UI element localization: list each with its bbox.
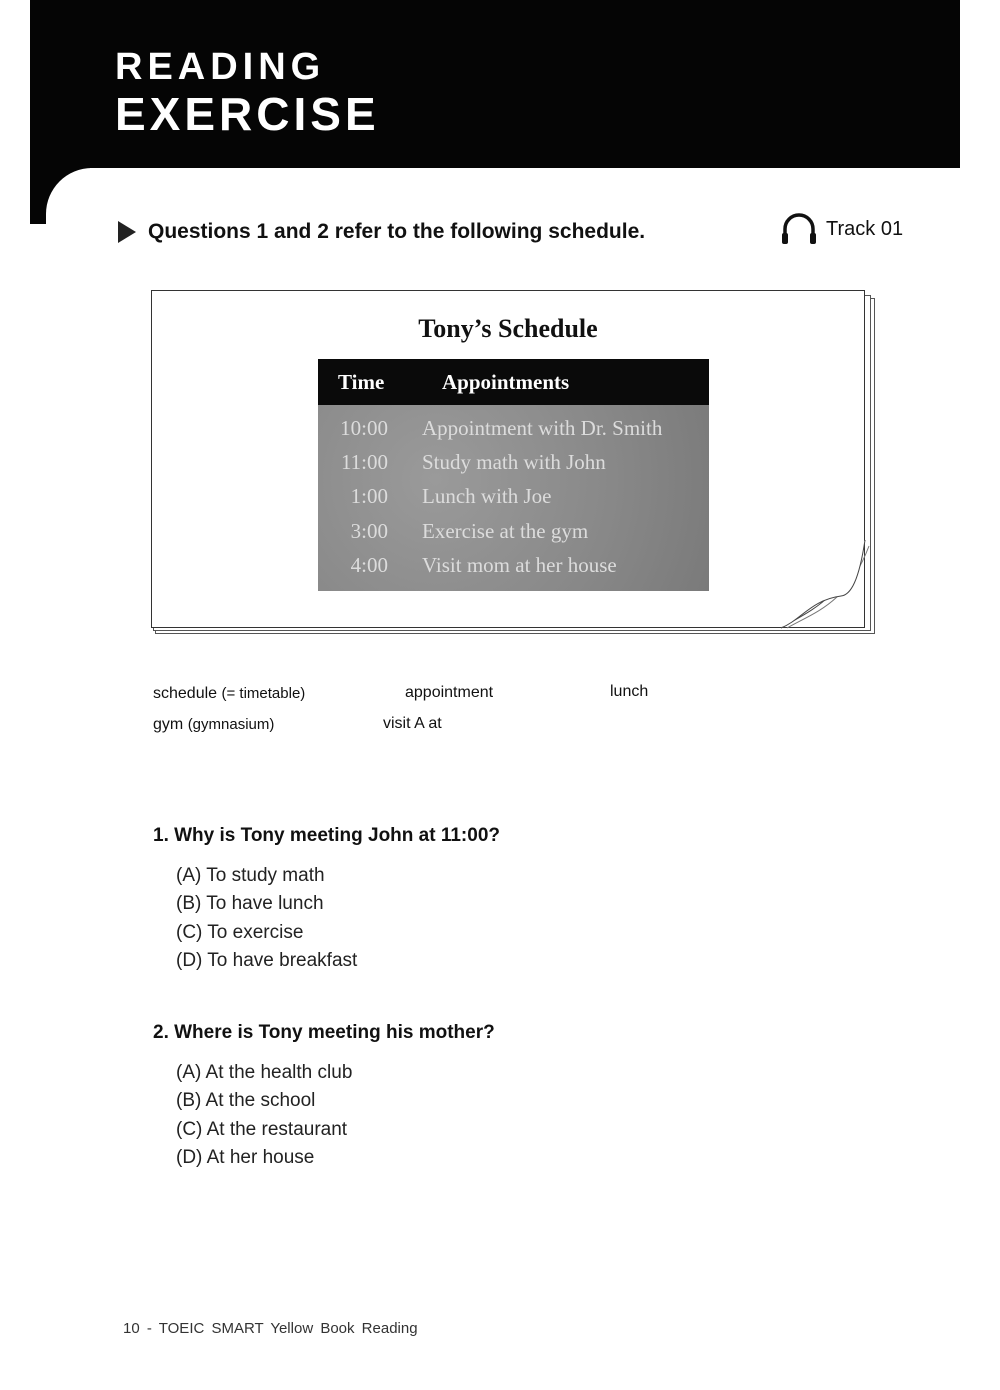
row-time: 10:00 — [340, 415, 388, 440]
row-time: 1:00 — [350, 484, 388, 509]
vocab-note: (= timetable) — [221, 685, 306, 702]
vocab-visit: visit A at — [383, 715, 442, 732]
vocab-word: schedule — [153, 685, 218, 702]
schedule-notepad — [151, 290, 865, 628]
row-time: 11:00 — [340, 450, 388, 475]
answer-option[interactable]: (C) To exercise — [176, 922, 304, 943]
row-appointment: Study math with John — [422, 450, 606, 475]
vocab-note: (gymnasium) — [187, 716, 275, 733]
column-header-appointments: Appointments — [442, 369, 570, 394]
schedule-title: Tony’s Schedule — [418, 314, 598, 343]
table-row — [318, 411, 709, 445]
answer-option[interactable]: (B) To have lunch — [176, 893, 324, 914]
vocab-appointment: appointment — [405, 684, 494, 701]
row-appointment: Lunch with Joe — [422, 484, 552, 509]
answer-option[interactable]: (B) At the school — [176, 1090, 316, 1111]
header-title-line1: READING — [115, 46, 326, 88]
answer-option[interactable]: (C) At the restaurant — [176, 1119, 348, 1140]
question-intro-text: Questions 1 and 2 refer to the following schedule. — [148, 220, 646, 243]
table-row — [318, 514, 709, 548]
table-row — [318, 445, 709, 479]
page-footer — [123, 1320, 418, 1337]
schedule-table-header — [318, 359, 709, 405]
row-appointment: Appointment with Dr. Smith — [422, 415, 663, 440]
answer-option[interactable]: (D) At her house — [176, 1147, 315, 1168]
answer-option[interactable]: (A) At the health club — [176, 1062, 353, 1083]
curled-page-corner — [781, 540, 871, 630]
vocab-lunch: lunch — [610, 683, 649, 700]
track-label: Track 01 — [826, 217, 904, 240]
question-intro — [118, 220, 645, 244]
column-header-time: Time — [338, 369, 385, 394]
vocab-gym — [153, 716, 274, 734]
question-2: 2. Where is Tony meeting his mother? — [153, 1022, 495, 1043]
row-time: 4:00 — [350, 553, 388, 578]
page-number: 10 — [123, 1320, 140, 1337]
header-title-line2: EXERCISE — [115, 88, 380, 140]
headphones-icon — [780, 212, 818, 246]
table-row — [318, 480, 709, 514]
row-appointment: Visit mom at her house — [422, 553, 617, 578]
schedule-table — [318, 359, 709, 591]
audio-track[interactable] — [780, 212, 903, 246]
vocab-schedule — [153, 685, 305, 703]
answer-option[interactable]: (A) To study math — [176, 865, 325, 886]
footer-text: - TOEIC SMART Yellow Book Reading — [146, 1320, 418, 1337]
header-corner — [30, 168, 90, 224]
schedule-table-body — [318, 405, 709, 591]
vocab-word: gym — [153, 716, 184, 733]
row-time: 3:00 — [350, 518, 388, 543]
triangle-bullet-icon — [118, 221, 136, 243]
question-1: 1. Why is Tony meeting John at 11:00? — [153, 825, 501, 846]
row-appointment: Exercise at the gym — [422, 518, 589, 543]
answer-option[interactable]: (D) To have breakfast — [176, 950, 358, 971]
table-row — [318, 549, 709, 583]
